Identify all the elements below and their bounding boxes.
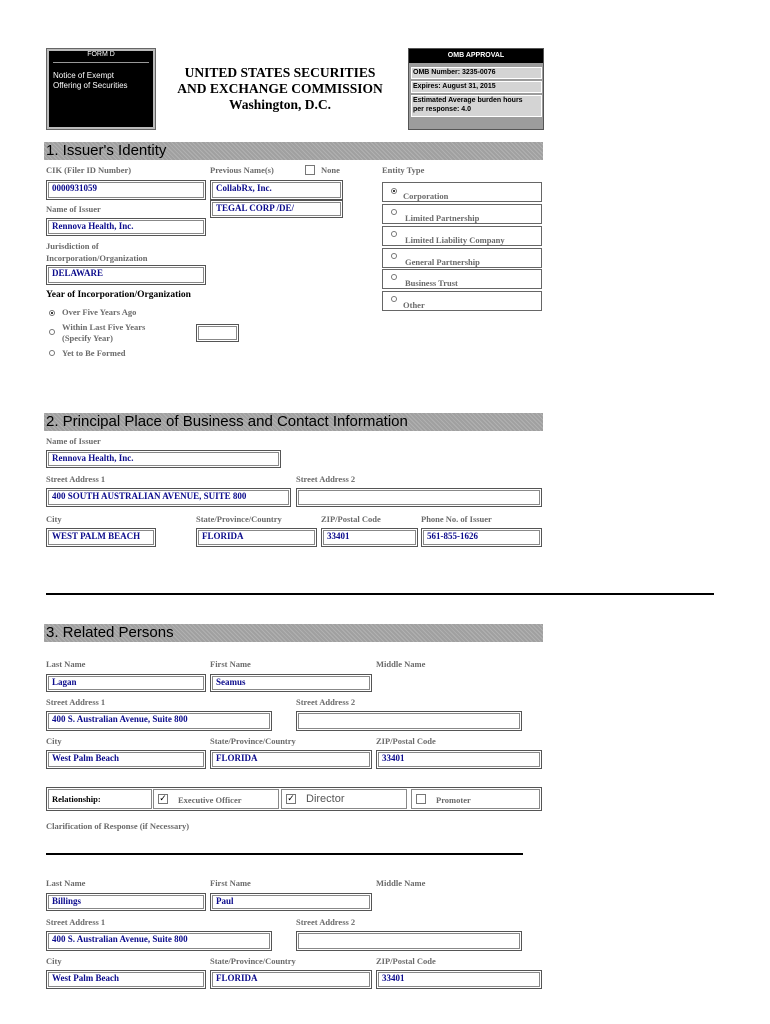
p1-last-name-label: Last Name [46,659,86,669]
omb-heading: OMB APPROVAL [409,49,543,63]
p1-city-label: City [46,736,62,746]
other-label: Other [403,300,425,310]
p1-street2-field[interactable] [296,711,522,731]
jurisdiction-label [46,240,148,264]
p2-last-name-label: Last Name [46,878,86,888]
s2-city-field[interactable] [46,528,156,547]
s2-name-field[interactable] [46,450,281,468]
previous-name-value-2: TEGAL CORP /DE/ [212,202,341,216]
agency-title-line-3: Washington, D.C. [228,97,332,112]
radio-limited-partnership[interactable] [391,209,397,215]
cik-value: 0000931059 [48,182,204,198]
radio-general-partnership[interactable] [391,253,397,259]
p1-last-name-field[interactable] [46,674,206,692]
p1-street1-label: Street Address 1 [46,697,106,707]
s2-street2-field[interactable] [296,488,542,507]
omb-burden-line-2: per response: 4.0 [413,106,471,113]
radio-yet-to-be-formed[interactable] [49,350,55,356]
p2-street1-field[interactable] [46,931,272,951]
previous-name-value-1: CollabRx, Inc. [212,182,341,198]
jurisdiction-value: DELAWARE [48,267,204,283]
divider [53,62,149,63]
s2-state-value: FLORIDA [198,530,315,545]
p2-street1-value: 400 S. Australian Avenue, Suite 800 [48,933,270,949]
section-1-header: 1. Issuer's Identity [44,142,543,160]
issuer-name-label: Name of Issuer [46,204,101,214]
p2-last-name-field[interactable] [46,893,206,911]
issuer-name-value: Rennova Health, Inc. [48,220,204,234]
entity-option-other[interactable] [382,291,542,311]
p2-first-name-label: First Name [210,878,251,888]
jurisdiction-label-line-1: Jurisdiction of [46,241,99,251]
yet-to-be-formed-label: Yet to Be Formed [62,348,126,358]
previous-name-field-1[interactable] [210,180,343,200]
business-trust-label: Business Trust [405,278,458,288]
agency-title-line-2: AND EXCHANGE COMMISSION [177,81,383,96]
entity-option-business-trust[interactable] [382,269,542,289]
p2-first-name-value: Paul [212,895,370,909]
p2-street1-label: Street Address 1 [46,917,106,927]
relationship-label: Relationship: [48,789,152,809]
s2-name-label: Name of Issuer [46,436,101,446]
jurisdiction-label-line-2: Incorporation/Organization [46,253,148,263]
section-2-header: 2. Principal Place of Business and Contact Information [44,413,543,431]
radio-within-five-years[interactable] [49,329,55,335]
entity-option-corporation[interactable] [382,182,542,202]
p1-street1-value: 400 S. Australian Avenue, Suite 800 [48,713,270,729]
p2-street2-field[interactable] [296,931,522,951]
entity-type-label: Entity Type [382,165,425,175]
within-five-years-line-1: Within Last Five Years [62,322,146,332]
previous-names-label: Previous Name(s) [210,165,274,175]
specify-year-value [198,326,237,340]
p1-first-name-label: First Name [210,659,251,669]
p1-state-field[interactable] [210,750,372,769]
p1-first-name-value: Seamus [212,676,370,690]
p2-zip-field[interactable] [376,970,542,989]
radio-other[interactable] [391,296,397,302]
s2-zip-field[interactable] [321,528,418,547]
director-label: Director [306,793,345,805]
p2-last-name-value: Billings [48,895,204,909]
p1-first-name-field[interactable] [210,674,372,692]
entity-option-llc[interactable] [382,226,542,246]
p1-state-label: State/Province/Country [210,736,296,746]
cik-label: CIK (Filer ID Number) [46,165,132,175]
director-option[interactable] [281,789,407,809]
p2-city-value: West Palm Beach [48,972,204,987]
p1-last-name-value: Lagan [48,676,204,690]
p2-middle-name-label: Middle Name [376,878,426,888]
radio-llc[interactable] [391,231,397,237]
s2-phone-label: Phone No. of Issuer [421,514,492,524]
p2-city-field[interactable] [46,970,206,989]
form-subtitle [53,71,153,91]
p1-city-field[interactable] [46,750,206,769]
form-label: FORM D [87,51,115,58]
executive-officer-label: Executive Officer [178,795,242,805]
p2-street2-label: Street Address 2 [296,917,356,927]
corporation-label: Corporation [403,191,449,201]
over-five-years-label: Over Five Years Ago [62,307,137,317]
p1-zip-value: 33401 [378,752,540,767]
radio-over-five-years[interactable] [49,310,55,316]
s2-street2-value [298,490,540,505]
promoter-label: Promoter [436,795,471,805]
s2-street1-value: 400 SOUTH AUSTRALIAN AVENUE, SUITE 800 [48,490,289,505]
p2-first-name-field[interactable] [210,893,372,911]
radio-business-trust[interactable] [391,274,397,280]
relationship-row [46,787,542,811]
within-five-years-line-2: (Specify Year) [62,333,113,343]
s2-street1-label: Street Address 1 [46,474,106,484]
s2-state-field[interactable] [196,528,317,547]
p1-middle-name-label: Middle Name [376,659,426,669]
omb-number: OMB Number: 3235-0076 [411,67,542,79]
p2-state-label: State/Province/Country [210,956,296,966]
s2-zip-label: ZIP/Postal Code [321,514,381,524]
omb-expires: Expires: August 31, 2015 [411,81,542,93]
year-label: Year of Incorporation/Organization [46,290,191,300]
p2-zip-value: 33401 [378,972,540,987]
p2-street2-value [298,933,520,949]
form-subtitle-line-2: Offering of Securities [53,81,128,90]
issuer-name-field[interactable] [46,218,206,236]
s2-city-label: City [46,514,62,524]
omb-burden-line-1: Estimated Average burden hours [413,97,523,104]
agency-title [160,65,400,113]
s2-state-label: State/Province/Country [196,514,282,524]
agency-title-line-1: UNITED STATES SECURITIES [184,65,376,80]
s2-zip-value: 33401 [323,530,416,545]
promoter-checkbox[interactable] [416,794,426,804]
p1-city-value: West Palm Beach [48,752,204,767]
omb-approval-box [408,48,544,130]
s2-name-value: Rennova Health, Inc. [48,452,279,466]
previous-name-field-2[interactable] [210,200,343,218]
p1-street2-label: Street Address 2 [296,697,356,707]
form-d-box [46,48,156,130]
omb-burden [411,95,542,117]
entity-option-general-partnership[interactable] [382,248,542,268]
within-five-years-label [62,322,145,344]
p2-state-field[interactable] [210,970,372,989]
s2-city-value: WEST PALM BEACH [48,530,154,545]
promoter-option[interactable] [411,789,540,809]
s2-street2-label: Street Address 2 [296,474,356,484]
director-checkbox[interactable]: ✓ [287,794,295,804]
llc-label: Limited Liability Company [405,235,505,245]
s2-phone-value: 561-855-1626 [423,530,540,545]
s2-phone-field[interactable] [421,528,542,547]
general-partnership-label: General Partnership [405,257,480,267]
p1-street1-field[interactable] [46,711,272,731]
clarification-label: Clarification of Response (if Necessary) [46,821,190,831]
p1-state-value: FLORIDA [212,752,370,767]
p2-state-value: FLORIDA [212,972,370,987]
radio-corporation[interactable] [391,188,397,194]
section-3-header: 3. Related Persons [44,624,543,642]
entity-option-limited-partnership[interactable] [382,204,542,224]
form-subtitle-line-1: Notice of Exempt [53,71,114,80]
p2-zip-label: ZIP/Postal Code [376,956,436,966]
none-checkbox[interactable] [305,165,315,175]
p2-city-label: City [46,956,62,966]
executive-officer-checkbox[interactable]: ✓ [159,794,167,804]
p1-zip-field[interactable] [376,750,542,769]
none-label: None [321,165,340,175]
section-divider [46,593,714,595]
jurisdiction-field[interactable] [46,265,206,285]
s2-street1-field[interactable] [46,488,291,507]
p1-zip-label: ZIP/Postal Code [376,736,436,746]
cik-field[interactable] [46,180,206,200]
executive-officer-option[interactable] [153,789,279,809]
limited-partnership-label: Limited Partnership [405,213,480,223]
specify-year-field[interactable] [196,324,239,342]
clarification-line [46,853,523,855]
p1-street2-value [298,713,520,729]
